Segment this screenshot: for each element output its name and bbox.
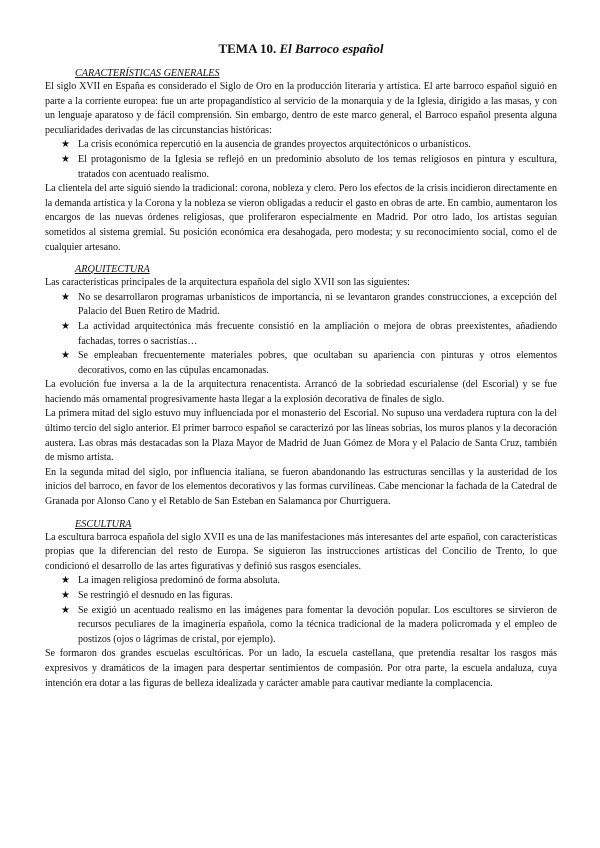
list-item: ★ Se empleaban frecuentemente materiales pobres, que ocultaban su apariencia con pinturas y otros elementos decorativos, como en las cúpulas encamonadas. (61, 350, 557, 376)
paragraph: La primera mitad del siglo estuvo muy influenciada por el monasterio del Escorial. No supuso una verdadera ruptura con la del último tercio del siglo anterior. El primer barroco español se caracterizó por las líneas sobrias, los muros planos y la decoración austera. Las obras más destacadas son la Plaza Mayor de Madrid de Juan Gómez de Mora y el Palacio de Santa Cruz, también de mismo artista. (45, 408, 557, 464)
star-bullet-icon: ★ (61, 139, 70, 151)
title-italic: El Barroco español (279, 41, 384, 56)
list-item: ★ Se exigió un acentuado realismo en las imágenes para fomentar la devoción popular. Los escultores se sirvieron de recursos peculiares de la imaginería española, como la técnica tradicional de la madera policromada y el empleo de postizos (ojos o lágrimas de cristal, por ejemplo). (61, 604, 557, 645)
title-prefix: TEMA 10. (218, 41, 277, 56)
star-bullet-icon: ★ (61, 153, 70, 165)
section-heading-arquitectura: ARQUITECTURA (75, 264, 150, 276)
list-item: ★ La actividad arquitectónica más frecuente consistió en la ampliación o mejora de obras preexistentes, añadiendo fachadas, torres o sacristías… (61, 320, 557, 347)
bullet-list (45, 574, 557, 647)
star-bullet-icon: ★ (61, 291, 70, 303)
paragraph: La escultura barroca española del siglo XVII es una de las manifestaciones más interesantes del arte español, con características propias que la diferencian del resto de Europa. Se siguieron las instrucciones artísticas del Concilio de Trento, lo que condicionó el desarrollo de las artes figurativas y definió sus rasgos esenciales. (45, 531, 557, 572)
star-bullet-icon: ★ (61, 575, 70, 587)
star-bullet-icon: ★ (61, 590, 70, 601)
paragraph: La evolución fue inversa a la de la arquitectura renacentista. Arrancó de la sobriedad escurialense (del Escorial) y se fue haciendo más ornamental progresivamente hasta llegar a la explosión decorativa de finales de siglo. (45, 379, 557, 405)
star-bullet-icon: ★ (61, 350, 70, 362)
list-item: ★ La imagen religiosa predominó de forma absoluta. (45, 574, 557, 589)
paragraph: Se formaron dos grandes escuelas escultóricas. Por un lado, la escuela castellana, que pretendía resaltar los rasgos más expresivos y dramáticos de la imagen para despertar sentimientos de compasión. Por otra parte, la escuela andaluza, cuya intención era dotar a las figuras de belleza idealizada y carácter amable para cautivar mediante la complacencia. (45, 648, 557, 689)
page-title (45, 41, 557, 57)
bullet-list (45, 291, 557, 379)
star-bullet-icon: ★ (61, 604, 70, 616)
bullet-list (45, 138, 557, 182)
section-heading-caracteristicas: CARACTERÍSTICAS GENERALES (75, 68, 220, 79)
paragraph: Las características principales de la arquitectura española del siglo XVII son las siguientes: (45, 277, 410, 289)
list-item: ★ La crisis económica repercutió en la ausencia de grandes proyectos arquitectónicos o urbanísticos. (45, 138, 557, 153)
section-heading-escultura: ESCULTURA (75, 518, 132, 530)
list-item: ★ Se restringió el desnudo en las figuras. (45, 589, 557, 604)
list-item: ★ El protagonismo de la Iglesia se reflejó en un predominio absoluto de los temas religiosos en pintura y escultura, tratados con acentuado realismo. (61, 153, 557, 180)
list-item: ★ No se desarrollaron programas urbanísticos de importancia, ni se levantaron grandes construcciones, a excepción del Palacio del Buen Retiro de Madrid. (61, 291, 557, 318)
paragraph: El siglo XVII en España es considerado el Siglo de Oro en la producción literaria y artística. El arte barroco español siguió en parte a la corriente europea: fue un arte propagandístico al servicio de la monarquía y de la Iglesia, dirigido a las masas, y con un lenguaje aparatoso y de fácil comprensión. Sin embargo, dentro de este marco general, el Barroco español presenta alguna peculiaridades derivadas de las circunstancias históricas: (45, 81, 557, 136)
paragraph: La clientela del arte siguió siendo la tradicional: corona, nobleza y clero. Pero los efectos de la crisis incidieron directamente en la demanda artística y la Corona y la nobleza se vieron obligadas a reducir el gasto en obras de arte. En cambio, aumentaron los encargos de las nuevas órdenes religiosas, que proliferaron especialmente en Madrid. Por otro lado, los artistas seguían sometidos al sistema gremial. Su posición económica era desahogada, pero modesta; y su reconocimiento social, como el de cualquier artesano. (45, 183, 557, 253)
paragraph: En la segunda mitad del siglo, por influencia italiana, se fueron abandonando las estructuras sencillas y la austeridad de los inicios del barroco, en favor de los elementos decorativos y las formas curvilíneas. Cabe mencionar la fachada de la Catedral de Granada por Alonso Cano y el Retablo de San Esteban en Salamanca por Churriguera. (45, 466, 557, 508)
document-page (45, 41, 557, 691)
star-bullet-icon: ★ (61, 320, 70, 332)
